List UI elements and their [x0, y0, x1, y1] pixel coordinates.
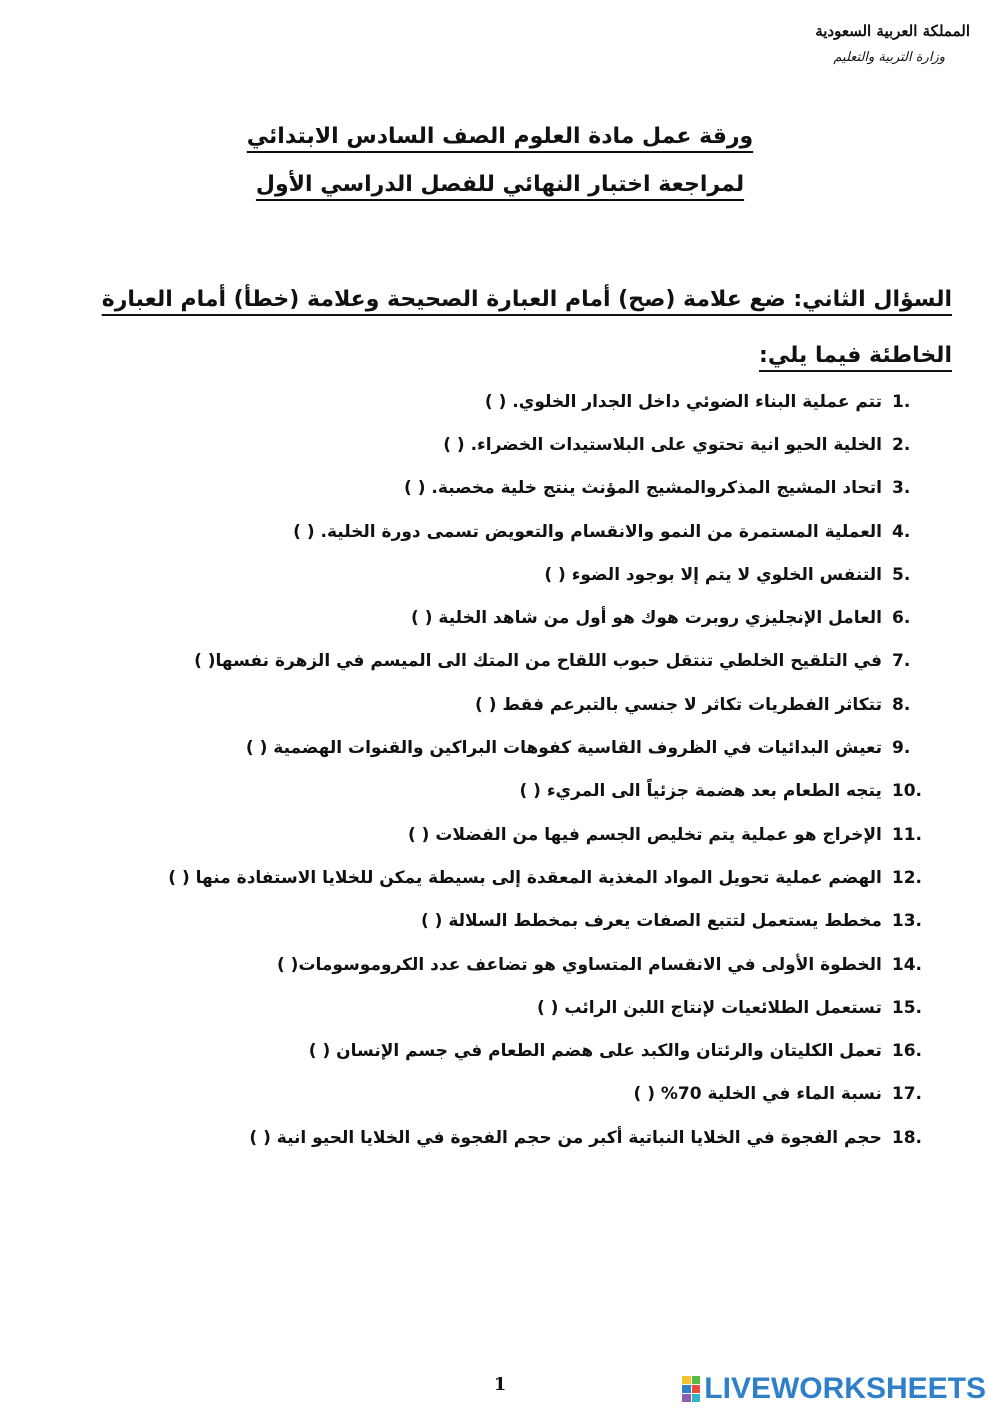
statement-text: التنفس الخلوي لا يتم إلا بوجود الضوء ( ): [544, 564, 882, 585]
statement-number: 6.: [892, 608, 911, 629]
statement-number: 2.: [892, 434, 911, 455]
statement-item: [72, 1073, 922, 1116]
statement-text: تعمل الكليتان والرئتان والكبد على هضم الطعام في جسم الإنسان ( ): [308, 1041, 882, 1062]
worksheet-title-text: ورقة عمل مادة العلوم الصف السادس الابتدائي: [246, 124, 754, 149]
statement-text: الخلية الحيو انية تحتوي على البلاستيدات الخضراء. ( ): [443, 434, 882, 455]
statement-text: تتم عملية البناء الضوئي داخل الجدار الخلوي. ( ): [484, 391, 882, 412]
statement-item: [72, 553, 922, 596]
kingdom-header: المملكة العربية السعودية: [815, 22, 970, 40]
statement-number: 18.: [891, 1127, 922, 1148]
statement-number: 14.: [891, 954, 922, 975]
statement-item: [72, 1116, 922, 1159]
statement-item: [72, 770, 922, 813]
statement-number: 17.: [891, 1084, 922, 1105]
statement-item: [72, 683, 922, 726]
statement-text: نسبة الماء في الخلية 70% ( ): [633, 1084, 882, 1105]
statement-text: تستعمل الطلائعيات لإنتاج اللبن الرائب ( ): [536, 997, 882, 1018]
statement-number: 8.: [892, 694, 911, 715]
statement-item: [72, 856, 922, 899]
statement-text: مخطط يستعمل لتتبع الصفات يعرف بمخطط السلالة ( ): [420, 911, 882, 932]
statement-item: [72, 986, 922, 1029]
statement-number: 3.: [892, 478, 911, 499]
statement-text: يتجه الطعام بعد هضمة جزئياً الى المريء ( ): [519, 781, 882, 802]
statement-number: 12.: [891, 867, 922, 888]
statement-text: الهضم عملية تحويل المواد المغذية المعقدة إلى بسيطة يمكن للخلايا الاستفادة منها ( ): [168, 867, 882, 888]
statement-item: [72, 467, 922, 510]
worksheet-subtitle: [0, 172, 1000, 197]
statement-text: تعيش البدائيات في الظروف القاسية كفوهات البراكين والقنوات الهضمية ( ): [245, 738, 882, 759]
statement-item: [72, 813, 922, 856]
statement-number: 10.: [891, 781, 922, 802]
statement-item: [72, 596, 922, 639]
statement-text: العملية المستمرة من النمو والانقسام والتعويض تسمى دورة الخلية. ( ): [293, 521, 882, 542]
statement-number: 5.: [892, 564, 911, 585]
statement-text: الخطوة الأولى في الانقسام المتساوي هو تضاعف عدد الكروموسومات( ): [276, 954, 882, 975]
statement-text: اتحاد المشيج المذكروالمشيج المؤنث ينتج خلية مخصبة. ( ): [404, 478, 882, 499]
statement-number: 16.: [891, 1041, 922, 1062]
statement-number: 9.: [892, 738, 911, 759]
liveworksheets-brand: [682, 1374, 986, 1404]
page-number: 1: [493, 1374, 507, 1395]
statement-text: في التلقيح الخلطي تنتقل حبوب اللقاح من المتك الى الميسم في الزهرة نفسها( ): [194, 651, 882, 672]
statement-text: العامل الإنجليزي روبرت هوك هو أول من شاهد الخلية ( ): [411, 608, 882, 629]
worksheet-subtitle-text: لمراجعة اختبار النهائي للفصل الدراسي الأول: [255, 172, 745, 197]
statement-item: [72, 640, 922, 683]
statement-number: 13.: [891, 911, 922, 932]
worksheet-title: [0, 124, 1000, 149]
statement-item: [72, 726, 922, 769]
statement-number: 15.: [891, 997, 922, 1018]
statement-item: [72, 943, 922, 986]
statement-item: [72, 900, 922, 943]
statement-number: 1.: [892, 391, 911, 412]
question-heading: السؤال الثاني: ضع علامة (صح) أمام العبارة الصحيحة وعلامة (خطأ) أمام العبارة الخاطئة فيما يلي:: [101, 287, 952, 368]
statement-text: حجم الفجوة في الخلايا النباتية أكبر من حجم الفجوة في الخلايا الحيو انية ( ): [249, 1127, 882, 1148]
statement-item: [72, 423, 922, 466]
ministry-header: وزارة التربية والتعليم: [833, 50, 945, 65]
liveworksheets-wordmark: LIVEWORKSHEETS: [704, 1372, 986, 1405]
statement-number: 7.: [892, 651, 911, 672]
statement-text: تتكاثر الفطريات تكاثر لا جنسي بالتبرعم فقط ( ): [475, 694, 882, 715]
statement-number: 4.: [892, 521, 911, 542]
statement-text: الإخراج هو عملية يتم تخليص الجسم فيها من الفضلات ( ): [407, 824, 882, 845]
statement-number: 11.: [891, 824, 922, 845]
statement-item: [72, 1029, 922, 1072]
statement-list: [72, 380, 922, 1159]
liveworksheets-logo-icon: [682, 1376, 700, 1402]
statement-item: [72, 380, 922, 423]
statement-item: [72, 510, 922, 553]
